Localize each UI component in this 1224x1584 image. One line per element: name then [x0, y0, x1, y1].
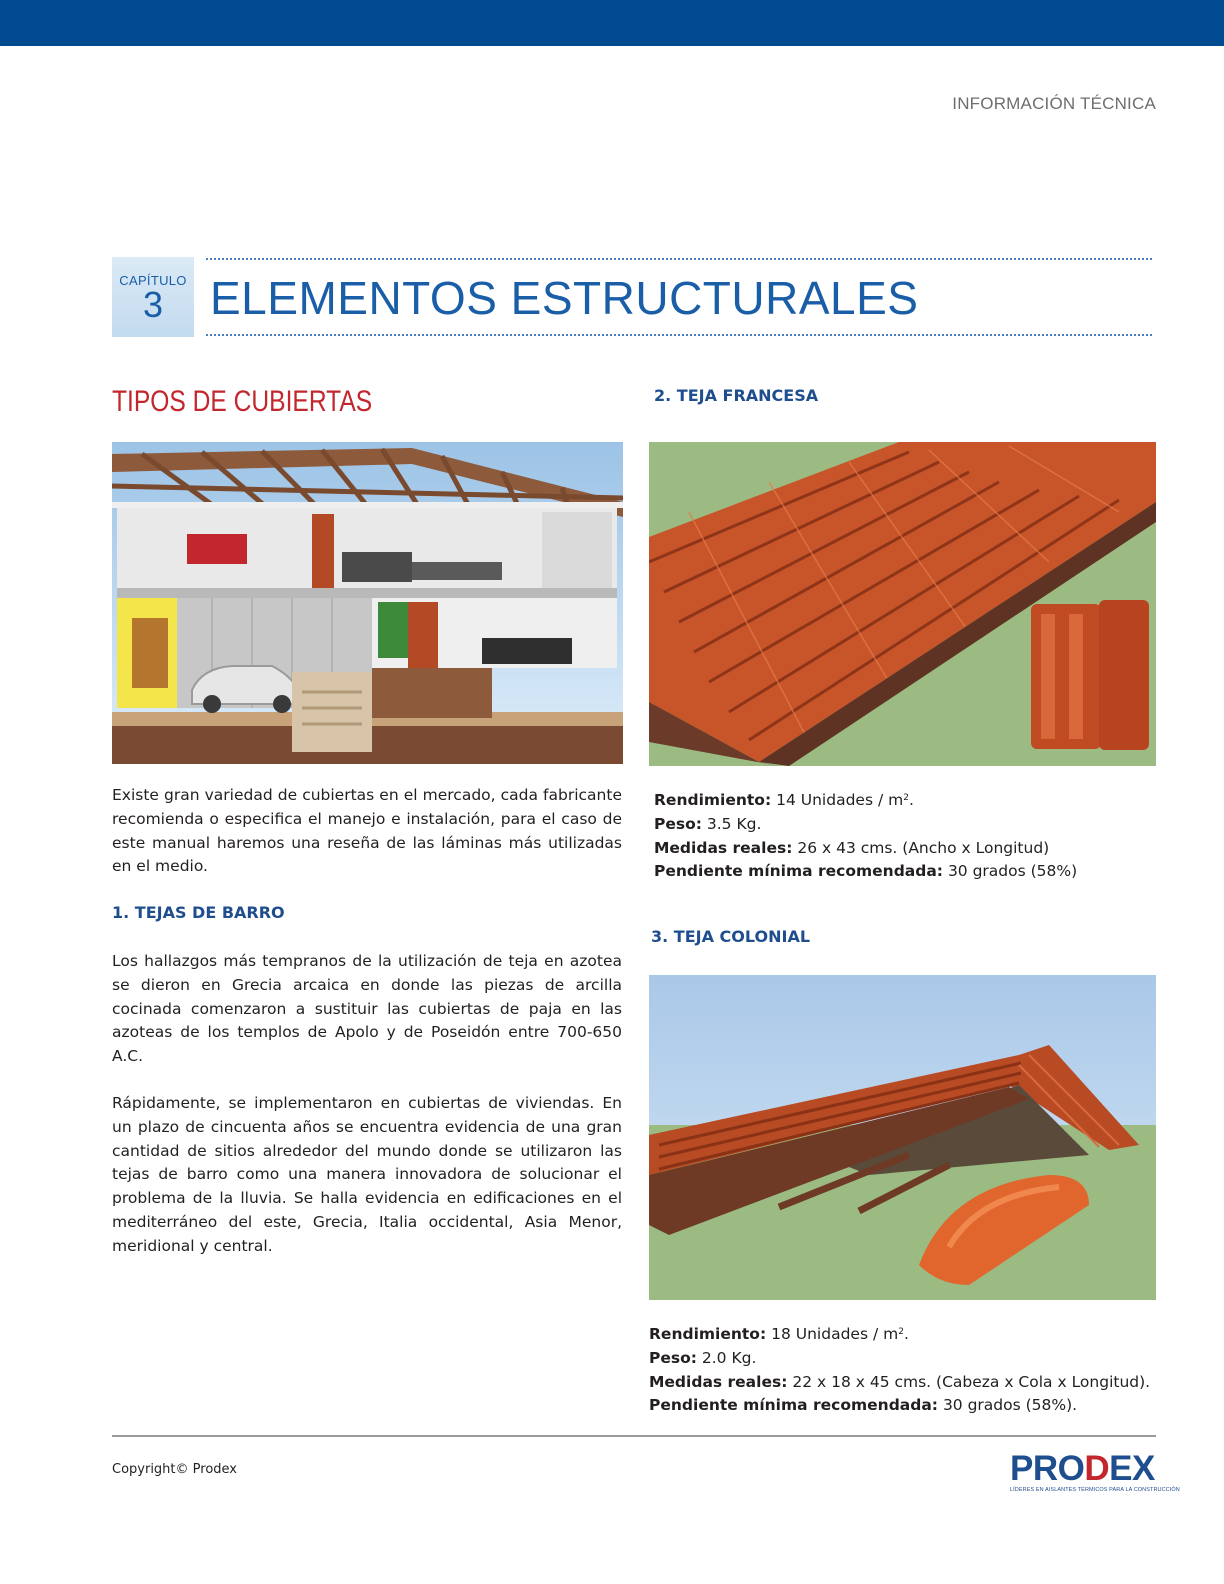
heading-tejas-barro: 1. TEJAS DE BARRO: [112, 903, 285, 922]
chapter-word: CAPÍTULO: [119, 273, 187, 288]
spec-label: Pendiente mínima recomendada:: [654, 862, 943, 881]
spec-label: Pendiente mínima recomendada:: [649, 1396, 938, 1415]
spec-label: Peso:: [649, 1348, 697, 1367]
spec-value: 14 Unidades / m: [776, 791, 904, 809]
spec-label: Medidas reales:: [654, 838, 793, 857]
heading-teja-francesa: 2. TEJA FRANCESA: [654, 386, 819, 405]
tejas-barro-paragraph-1: Los hallazgos más tempranos de la utilización de teja en azotea se dieron en Grecia arcaica en donde las piezas de arcilla cocinada comenzaron a sustituir las cubiertas de paja en las azoteas de los templos de Apolo y de Poseidón entre 700-650 A.C.: [112, 952, 622, 1066]
teja-francesa-specs: [654, 789, 1077, 884]
colonial-pendiente-line: [649, 1394, 1150, 1418]
spec-label: Rendimiento:: [654, 791, 772, 809]
spec-value: 22 x 18 x 45 cms. (Cabeza x Cola x Longitud).: [792, 1372, 1151, 1391]
logo-part-accent: D: [1084, 1449, 1110, 1488]
spec-period: .: [903, 1325, 909, 1343]
house-cutaway-image: [112, 442, 623, 764]
colonial-medidas-line: [649, 1371, 1150, 1395]
francesa-medidas-line: [654, 837, 1077, 861]
spec-label: Rendimiento:: [649, 1325, 767, 1343]
section-title: TIPOS DE CUBIERTAS: [112, 385, 373, 418]
chapter-title: ELEMENTOS ESTRUCTURALES: [210, 272, 919, 324]
footer-rule: [112, 1435, 1156, 1437]
spec-label: Peso:: [654, 814, 702, 833]
spec-superscript: 2: [898, 1327, 904, 1337]
teja-colonial-specs: [649, 1323, 1150, 1418]
spec-period: .: [908, 791, 914, 809]
spec-value: 2.0 Kg.: [701, 1348, 757, 1367]
francesa-rendimiento-line: [654, 789, 1077, 813]
chapter-number: 3: [142, 284, 164, 325]
spec-value: 26 x 43 cms. (Ancho x Longitud): [797, 838, 1050, 857]
logo-part: EX: [1109, 1449, 1155, 1488]
top-brand-bar: [0, 0, 1224, 46]
spec-value: 3.5 Kg.: [706, 814, 762, 833]
tejas-barro-paragraph-2: Rápidamente, se implementaron en cubiertas de viviendas. En un plazo de cincuenta años se encuentra evidencia de una gran cantidad de sitios alrededor del mundo donde se utilizaron las tejas de barro como una manera innovadora de solucionar el problema de la lluvia. Se halla evidencia en edificaciones en el mediterráneo del este, Grecia, Italia occidental, Asia Menor, meridional y central.: [112, 1094, 622, 1255]
heading-teja-colonial: 3. TEJA COLONIAL: [651, 927, 811, 946]
chapter-badge: [112, 257, 194, 337]
logo-wordmark: [1010, 1449, 1160, 1488]
teja-colonial-image: [649, 975, 1156, 1300]
logo-tagline: LÍDERES EN AISLANTES TÉRMICOS PARA LA CONSTRUCCIÓN: [1010, 1487, 1180, 1493]
colonial-rendimiento-line: [649, 1323, 1150, 1347]
spec-label: Medidas reales:: [649, 1372, 788, 1391]
logo-part: PRO: [1010, 1449, 1085, 1488]
spec-value: 30 grados (58%).: [942, 1396, 1078, 1415]
title-rule-bottom: [206, 334, 1152, 336]
intro-paragraph: Existe gran variedad de cubiertas en el mercado, cada fabricante recomienda o especifica el manejo e instalación, para el caso de este manual haremos una reseña de las láminas más utilizadas en el medio.: [112, 786, 622, 876]
teja-francesa-image: [649, 442, 1156, 766]
colonial-peso-line: [649, 1347, 1150, 1371]
prodex-logo: [1010, 1449, 1180, 1493]
header-label: INFORMACIÓN TÉCNICA: [952, 94, 1156, 113]
spec-value: 18 Unidades / m: [771, 1325, 899, 1343]
title-rule-top: [206, 258, 1152, 260]
francesa-pendiente-line: [654, 860, 1077, 884]
spec-value: 30 grados (58%): [947, 862, 1078, 881]
francesa-peso-line: [654, 813, 1077, 837]
copyright-text: Copyright© Prodex: [112, 1462, 237, 1477]
spec-superscript: 2: [903, 793, 909, 803]
